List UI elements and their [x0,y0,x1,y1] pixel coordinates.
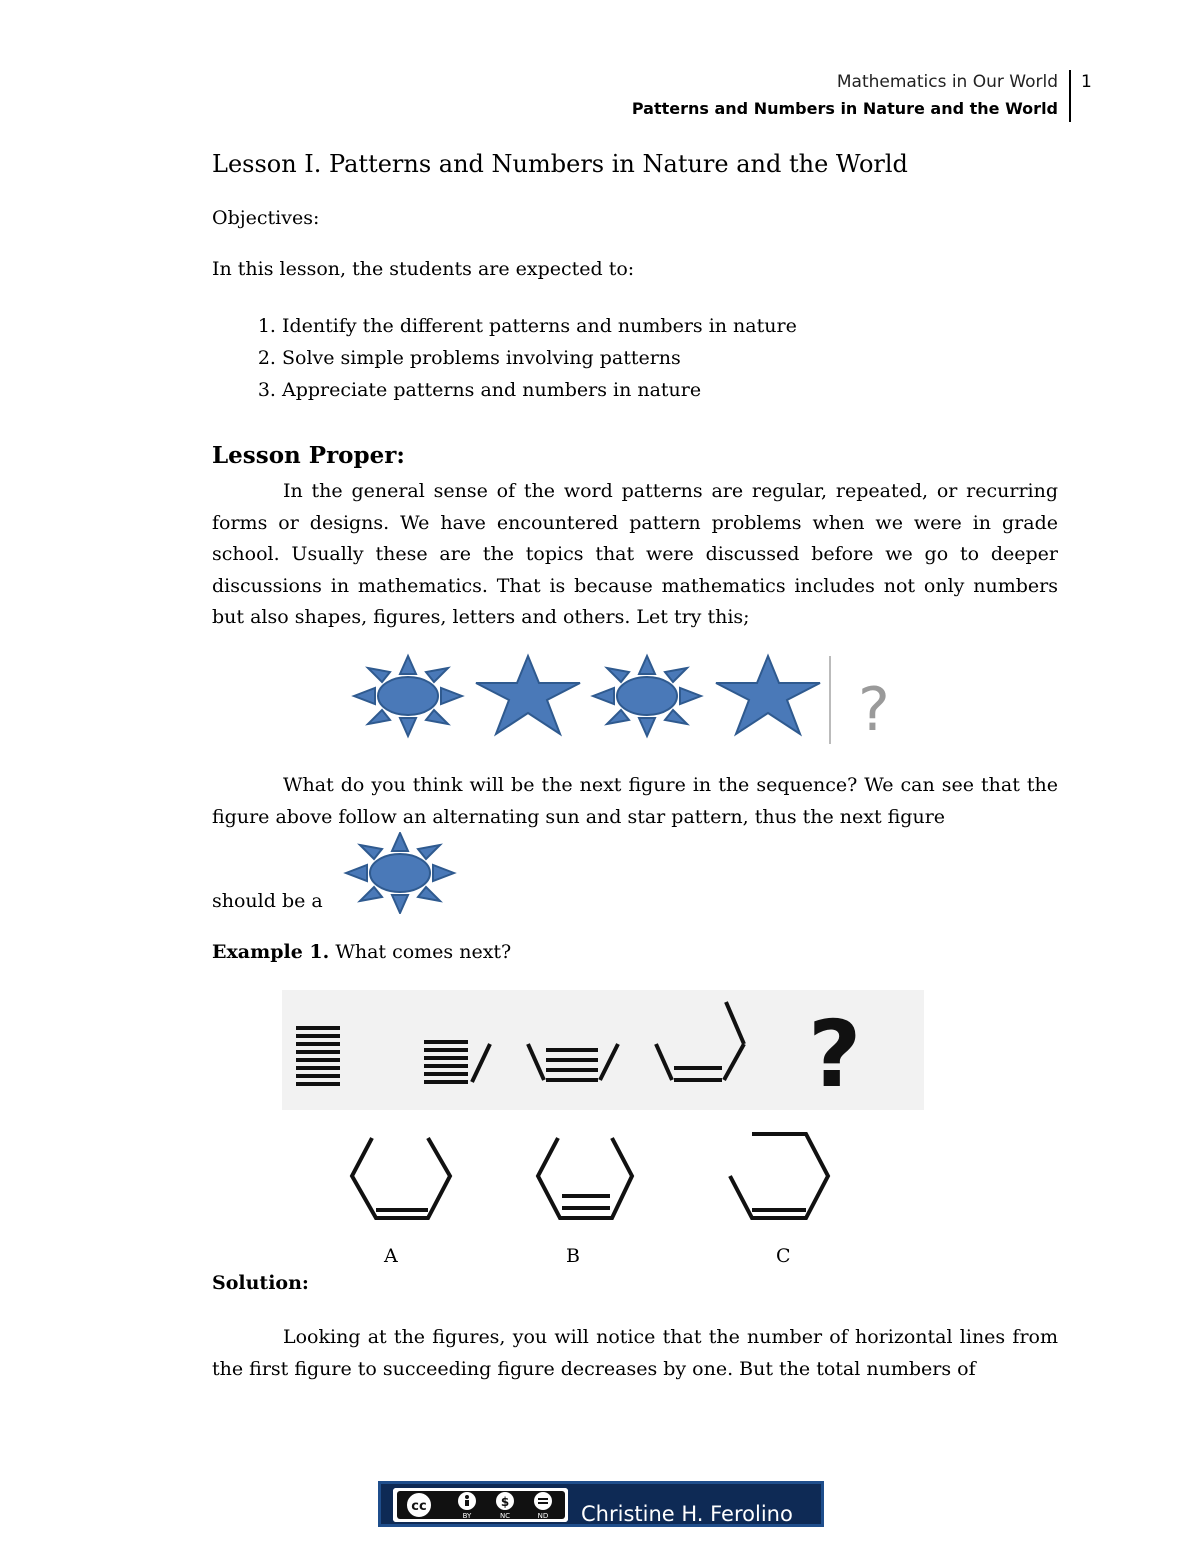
choice-a-label: A [384,1245,398,1267]
choice-c-label: C [776,1245,791,1267]
footer-license-banner [378,1481,824,1527]
lesson-proper-heading: Lesson Proper: [212,442,405,469]
svg-text:$: $ [500,1495,510,1509]
objectives-heading: Objectives: [212,207,320,229]
cc-license-icon[interactable] [393,1488,568,1522]
solution-heading: Solution: [212,1272,309,1294]
sequence-question-mark: ? [858,675,890,745]
next-figure-paragraph [212,770,1058,833]
example-question: What comes next? [335,941,512,963]
star-shape-1 [476,656,580,734]
sun-star-sequence [340,650,930,750]
header-divider [1069,70,1071,122]
sun-shape-1 [354,656,462,736]
svg-text:cc: cc [411,1499,427,1514]
lesson-title: Lesson I. Patterns and Numbers in Nature and the World [212,150,908,178]
footer-inner [381,1484,821,1524]
objective-item: 1. Identify the different patterns and numbers in nature [282,310,797,342]
objective-item: 3. Appreciate patterns and numbers in nature [282,374,797,406]
license-nc: NC [499,1512,511,1520]
objectives-intro: In this lesson, the students are expected to: [212,258,635,280]
choice-a-figure[interactable] [352,1138,450,1218]
lesson-proper-text: In the general sense of the word patterns are regular, repeated, or recurring forms or designs. We have encountered pattern problems when we were in grade school. Usually these are the topics that were discussed before we go to deeper discussions in mathematics. That is because mathematics includes not only numbers but also shapes, figures, letters and others. Let try this; [212,480,1058,629]
objective-item: 2. Solve simple problems involving patterns [282,342,797,374]
license-by: BY [462,1512,472,1520]
cc-badge-svg [393,1488,568,1522]
example-sequence-figure [282,990,924,1110]
objectives-list [212,310,797,406]
example-heading [212,941,511,963]
footer-author: Christine H. Ferolino [581,1502,793,1526]
sun-shape-answer [346,833,454,913]
license-nd: ND [537,1512,549,1520]
sun-shape-2 [593,656,701,736]
should-be-text: should be a [212,890,323,912]
star-shape-2 [716,656,820,734]
choice-b-figure[interactable] [538,1138,632,1218]
lesson-proper-paragraph [212,476,1058,634]
answer-sun-figure [333,832,469,914]
choice-b-label: B [566,1245,580,1267]
example-label: Example 1. [212,941,330,963]
solution-paragraph [212,1322,1058,1385]
page-number: 1 [1081,72,1092,92]
nd-icon [534,1492,552,1510]
choice-c-figure[interactable] [730,1134,828,1218]
header-subtitle: Patterns and Numbers in Nature and the World [631,99,1058,118]
answer-choices-figure [340,1128,840,1228]
header-course: Mathematics in Our World [836,72,1058,92]
next-figure-text: What do you think will be the next figure in the sequence? We can see that the figure above follow an alternating sun and star pattern, thus the next figure [212,774,1058,828]
example-question-mark: ? [808,1001,862,1108]
solution-text: Looking at the figures, you will notice that the number of horizontal lines from the first figure to succeeding figure decreases by one. But the total numbers of [212,1326,1058,1380]
